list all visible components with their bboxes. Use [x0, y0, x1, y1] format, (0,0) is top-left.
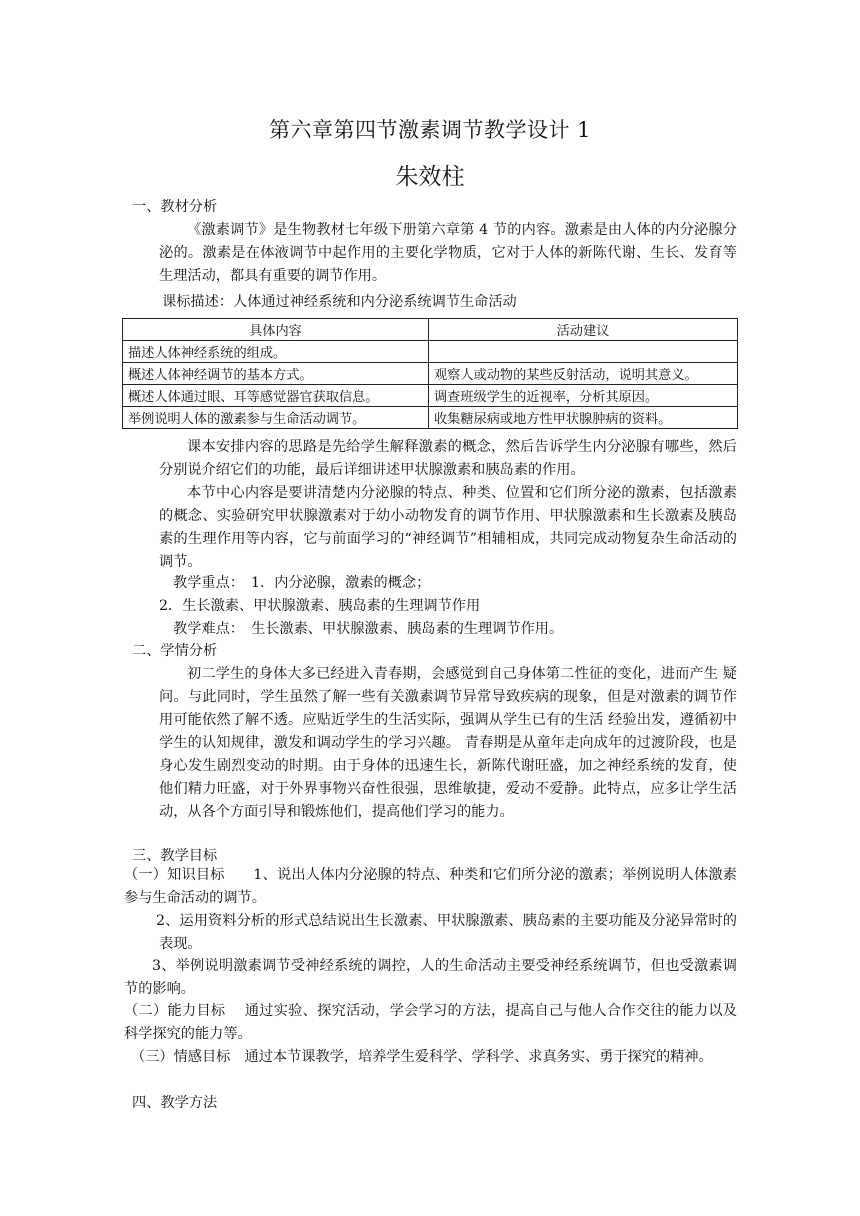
goal-knowledge-3: 3、举例说明激素调节受神经系统的调控，人的生命活动主要受神经系统调节，但也受激素调节的影响。	[124, 958, 737, 997]
goal-ability: （二）能力目标 通过实验、探究活动，学会学习的方法，提高自己与他人合作交往的能力以及科学探究的能力等。	[124, 1003, 737, 1042]
table-cell: 概述人体神经调节的基本方式。	[123, 363, 429, 385]
table-cell: 收集糖尿病或地方性甲状腺肿病的资料。	[429, 407, 738, 429]
table-row	[123, 363, 738, 385]
difficult-points: 教学难点： 生长激素、甲状腺激素、胰岛素的生理调节作用。	[173, 621, 564, 637]
table-header-row	[123, 319, 738, 341]
table-cell: 描述人体神经系统的组成。	[123, 341, 429, 363]
section-heading-teaching-methods: 四、教学方法	[132, 1095, 218, 1111]
goal-knowledge: （一）知识目标 1、说出人体内分泌腺的特点、种类和它们所分泌的激素；举例说明人体激素参与生命活动的调节。	[124, 867, 737, 906]
table-cell: 调查班级学生的近视率，分析其原因。	[429, 385, 738, 407]
document-title: 第六章第四节激素调节教学设计 1	[268, 118, 592, 142]
paragraph-content-arrangement: 课本安排内容的思路是先给学生解释激素的概念，然后告诉学生内分泌腺有哪些，然后分别说介绍它们的功能，最后详细讲述甲状腺激素和胰岛素的作用。	[159, 439, 737, 478]
author-name: 朱效柱	[395, 164, 465, 190]
goal-knowledge-2: 2、运用资料分析的形式总结说出生长激素、甲状腺激素、胰岛素的主要功能及分泌异常时的表现。	[156, 913, 737, 952]
paragraph-textbook-intro: 《激素调节》是生物教材七年级下册第六章第 4 节的内容。激素是由人体的内分泌腺分泌的。激素是在体液调节中起作用的主要化学物质，它对于人体的新陈代谢、生长、发育等生理活动，都具有重要的调节作用。	[159, 222, 737, 284]
table-row	[123, 385, 738, 407]
paragraph-central-content: 本节中心内容是要讲清楚内分泌腺的特点、种类、位置和它们所分泌的激素，包括激素的概念、实验研究甲状腺激素对于幼小动物发育的调节作用、甲状腺激素和生长激素及胰岛素的生理作用等内容，它与前面学习的“神经调节”相辅相成，共同完成动物复杂生命活动的调节。	[159, 485, 737, 570]
table-cell	[429, 341, 738, 363]
section-heading-student-analysis: 二、学情分析	[132, 643, 218, 659]
curriculum-table	[122, 318, 738, 429]
table-header: 具体内容	[123, 319, 429, 341]
section-heading-textbook-analysis: 一、教材分析	[132, 199, 218, 215]
table-cell: 概述人体通过眼、耳等感觉器官获取信息。	[123, 385, 429, 407]
table-row	[123, 341, 738, 363]
key-points: 教学重点： 1．内分泌腺，激素的概念；	[173, 575, 431, 591]
key-points-item-2: 2．生长激素、甲状腺激素、胰岛素的生理调节作用	[159, 598, 481, 614]
goal-emotion: （三）情感目标 通过本节课教学，培养学生爱科学、学科学、求真务实、勇于探究的精神。	[131, 1049, 713, 1065]
table-cell: 举例说明人体的激素参与生命活动调节。	[123, 407, 429, 429]
section-heading-teaching-goals: 三、教学目标	[132, 848, 218, 864]
table-cell: 观察人或动物的某些反射活动，说明其意义。	[429, 363, 738, 385]
table-header: 活动建议	[429, 319, 738, 341]
table-row	[123, 407, 738, 429]
paragraph-student-analysis: 初二学生的身体大多已经进入青春期，会感觉到自己身体第二性征的变化，进而产生 疑问。与此同时，学生虽然了解一些有关激素调节异常导致疾病的现象，但是对激素的调节作用可能依然了解不透。应贴近学生的生活实际，强调从学生已有的生活 经验出发，遵循初中学生的认知规律，激发和调动学生的学习兴趣。 青春期是从童年走向成年的过渡阶段，也是身心发生剧烈变动的时期。由于身体的迅速生长，新陈代谢旺盛，加之神经系统的发育，使他们精力旺盛，对于外界事物兴奋性很强，思维敏捷，爱动不爱静。此特点，应多让学生活动，从各个方面引导和锻炼他们，提高他们学习的能力。	[159, 666, 737, 820]
curriculum-standard-label: 课标描述：人体通过神经系统和内分泌系统调节生命活动	[162, 294, 517, 310]
